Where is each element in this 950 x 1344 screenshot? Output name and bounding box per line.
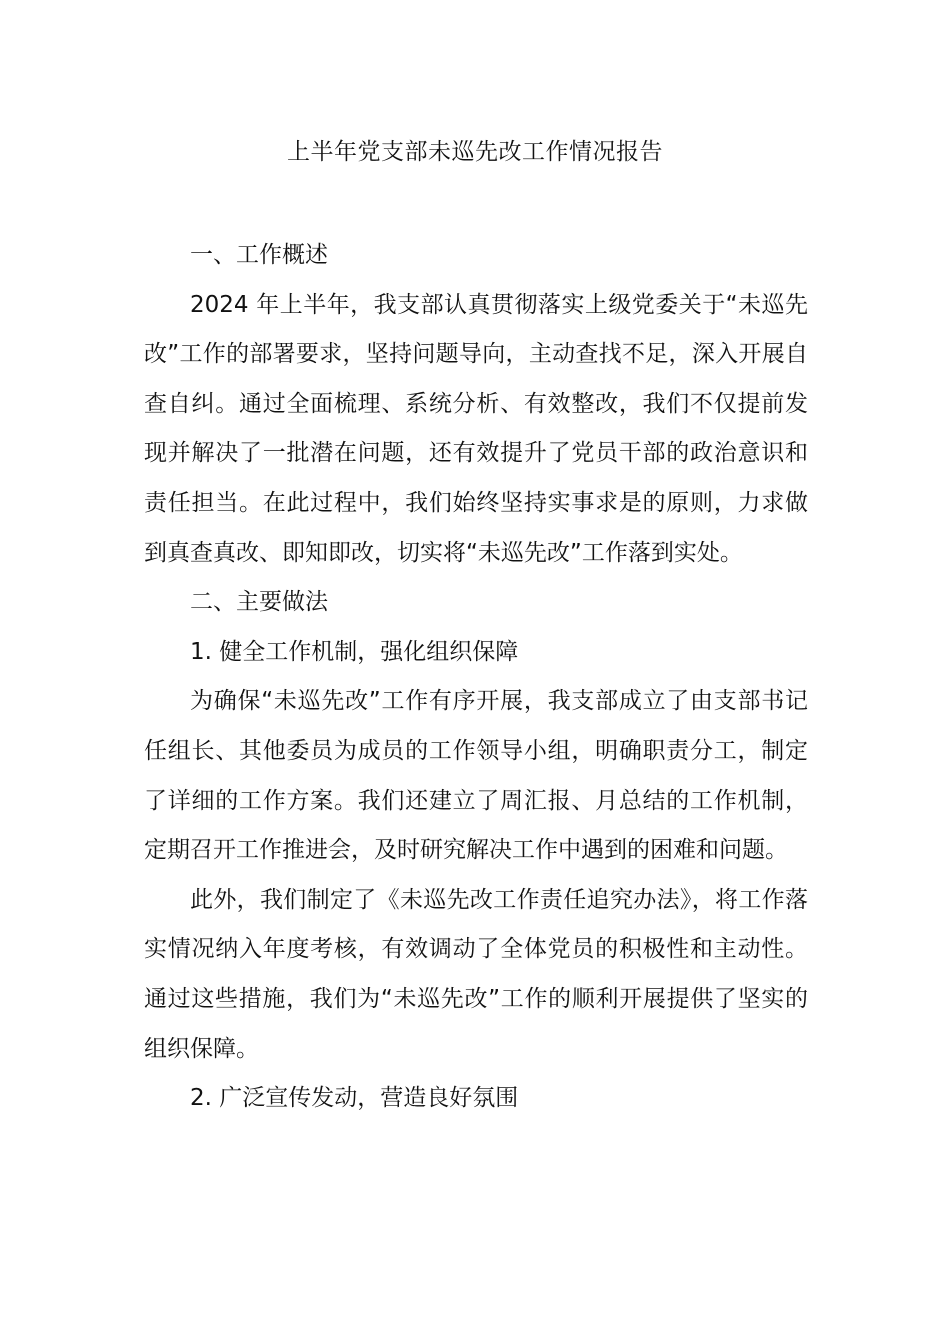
overview-paragraph: 2024 年上半年，我支部认真贯彻落实上级党委关于“未巡先改”工作的部署要求，坚持问题导向，主动查找不足，深入开展自查自纠。通过全面梳理、系统分析、有效整改，我们不仅提前发现并解决了一批潜在问题，还有效提升了党员干部的政治意识和责任担当。在此过程中，我们始终坚持实事求是的原则，力求做到真查真改、即知即改，切实将“未巡先改”工作落到实处。 xyxy=(144,291,808,566)
subheading-work-mechanism: 1. 健全工作机制，强化组织保障 xyxy=(190,638,519,665)
section-heading-main-practices: 二、主要做法 xyxy=(190,589,328,616)
section-heading-overview: 一、工作概述 xyxy=(190,242,328,268)
document-title: 上半年党支部未巡先改工作情况报告 xyxy=(287,139,663,165)
document-body xyxy=(144,231,808,1124)
work-mechanism-paragraph: 为确保“未巡先改”工作有序开展，我支部成立了由支部书记任组长、其他委员为成员的工作领导小组，明确职责分工，制定了详细的工作方案。我们还建立了周汇报、月总结的工作机制，定期召开工作推进会，及时研究解决工作中遇到的困难和问题。 xyxy=(144,688,808,864)
accountability-paragraph: 此外，我们制定了《未巡先改工作责任追究办法》，将工作落实情况纳入年度考核，有效调动了全体党员的积极性和主动性。通过这些措施，我们为“未巡先改”工作的顺利开展提供了坚实的组织保障。 xyxy=(144,886,808,1062)
subheading-publicity: 2. 广泛宣传发动，营造良好氛围 xyxy=(190,1085,519,1112)
